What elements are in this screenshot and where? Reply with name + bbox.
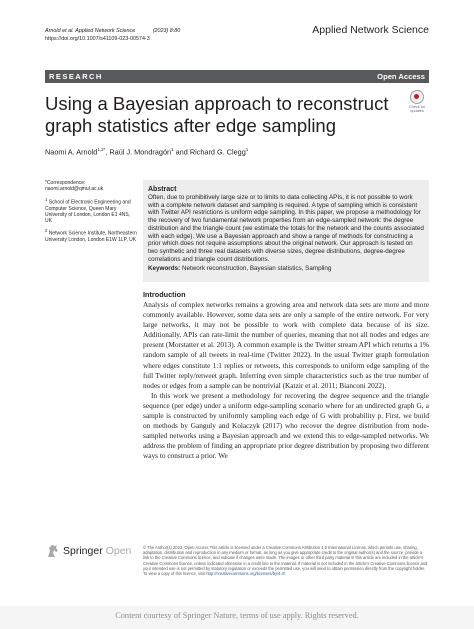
license-link[interactable]: http://creativecommons.org/licenses/by/4.0/.	[206, 571, 287, 577]
author-1[interactable]: Naomi A. Arnold	[45, 147, 98, 157]
article-type-banner	[45, 70, 429, 83]
abstract-heading: Abstract	[148, 186, 177, 193]
springer-horse-icon	[45, 543, 61, 559]
check-updates-icon	[410, 90, 424, 104]
section-label: RESEARCH	[49, 72, 103, 81]
author-list: Naomi A. Arnold$^{1,2*}$, Raúl J. Mondragón$^1$ and Richard G. Clegg$^1$	[45, 147, 249, 157]
correspondence-email[interactable]: naomi.arnold@qmul.ac.uk	[45, 186, 104, 193]
check-for-updates-badge[interactable]	[405, 90, 429, 114]
abstract-text: Often, due to prohibitively large size or to limits to data collecting APIs, it is not possible to work with a complete network dataset and sampling is required. A type of sampling which is consistent with Twitter API restrictions is uniform edge sampling. In this paper, we propose a methodology for the recovery of two fundamental network properties from an edge-sampled network: the degree distribution and the triangle count (we estimate the totals for the network and the counts associated with each edge). We use a Bayesian approach and show a range of methods for constructing a prior which does not require assumptions about the original network. Our approach is tested on two synthetic and three real datasets with diverse sizes, degree distributions, degree-degree correlations and triangle count distributions.	[148, 194, 424, 263]
keywords: Keywords: Network reconstruction, Bayesian statistics, Sampling	[148, 265, 332, 273]
introduction-body	[143, 300, 429, 462]
correspondence: *Correspondence: naomi.arnold@qmul.ac.uk	[45, 180, 137, 193]
footer-notice: Content courtesy of Springer Nature, terms of use apply. Rights reserved.	[115, 611, 359, 620]
author-2[interactable]: Raúl J. Mondragón	[109, 147, 172, 157]
open-wordmark: Open	[105, 545, 132, 557]
paper-title: Using a Bayesian approach to reconstruct graph statistics after edge sampling	[45, 93, 389, 136]
affiliation-2: $^2$ Network Science Institute, Northeastern University London, London E1W 1LP, UK	[45, 228, 137, 244]
springer-open-logo	[45, 543, 131, 559]
affiliation-1: $^1$ School of Electronic Engineering and Computer Science, Queen Mary University of London, London E1 4NS, UK	[45, 196, 131, 225]
doi-link[interactable]: https://doi.org/10.1007/s41109-023-00574-3	[45, 36, 150, 42]
paragraph-2: In this work we present a methodology for recovering the degree sequence and the triangle sequence (per edge) under a uniform edge-sampling scenario where for an undirected graph G, a sample is constructed by uniformly sampling each edge of G with probability p. First, we build on methods by Ganguly and Kolaczyk (2017) who recover the degree distribution from node-sampled networks using a Bayesian approach and we extend this to edge-sampled networks. We address the problem of finding an appropriate prior degree distribution by proposing two different ways to construct a prior. We	[143, 390, 429, 461]
author-3[interactable]: Richard G. Clegg	[189, 147, 246, 157]
abstract-box	[143, 180, 429, 282]
paragraph-1: Analysis of complex networks remains a growing area and network data sets are more and more commonly available. However, some data sets are only a sample of the entire network. For very large networks, it may not be possible to work with complete data because of its size. Additionally, APIs can rate-limit the number of queries, meaning that not all nodes and edges are present (Morstatter et al. 2013). A common example is the Twitter stream API which returns a 1% random sample of all tweets in real-time (Twitter 2022). In the usual Twitter graph formulation where edges constitute 1:1 replies or retweets, this corresponds to uniform edge sampling of the full Twitter reply/retweet graph. Inferring even simple characteristics such as the true number of nodes or edges from a sample can be nontrivial (Katzir et al. 2011; Bianconi 2022).	[143, 300, 429, 390]
journal-name: Applied Network Science	[312, 24, 429, 36]
introduction-heading: Introduction	[143, 290, 186, 299]
check-updates-label: Check for updates	[408, 105, 426, 114]
citation-year-vol: (2023) 8:80	[152, 28, 181, 34]
citation-authors: Arnold et al.	[45, 28, 74, 34]
citation-journal: Applied Network Science	[75, 28, 136, 34]
citation-header	[45, 27, 180, 43]
springer-wordmark: Springer	[63, 545, 103, 557]
license-notice: © The Author(s) 2023. Open Access This article is licensed under a Creative Commons Attribution 4.0 International License, which permits use, sharing, adaptation, distribution and reproduction in any medium or format, as long as you give appropriate credit to the original author(s) and the source, provide a link to the Creative Commons licence, and indicate if changes were made. The images or other third party material in this article are included in the article's Creative Commons licence, unless indicated otherwise in a credit line to the material. If material is not included in the article's Creative Commons licence and your intended use is not permitted by statutory regulation or exceeds the permitted use, you will need to obtain permission directly from the copyright holder. To view a copy of this licence, visit http://creativecommons.org/licenses/by/4.0/.	[143, 545, 428, 577]
author-notes	[45, 180, 137, 248]
open-access-label: Open Access	[377, 72, 425, 81]
